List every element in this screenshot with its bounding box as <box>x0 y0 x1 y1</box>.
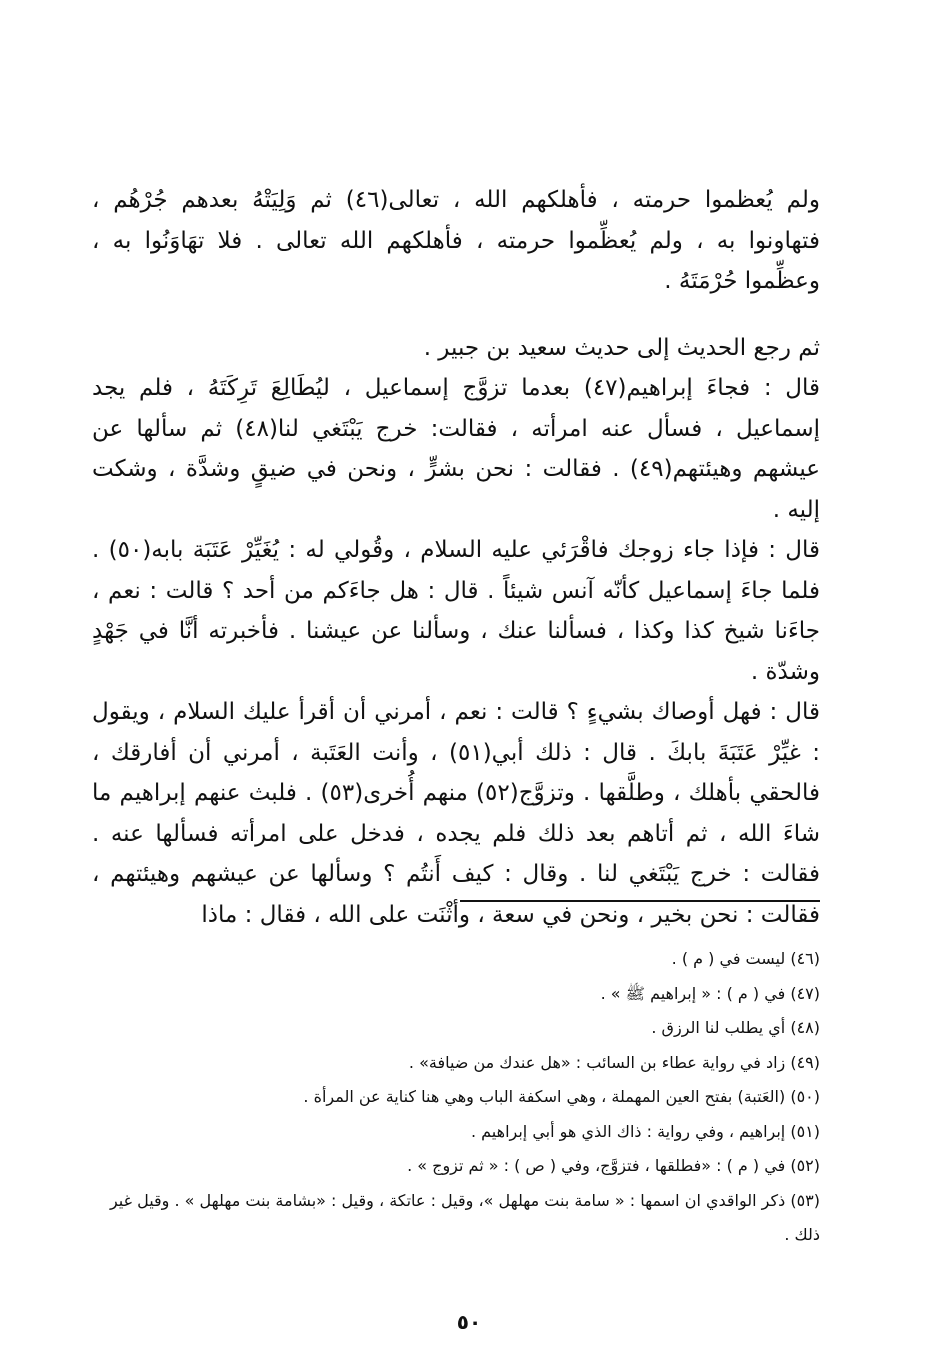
footnote-48: (٤٨) أي يطلب لنا الرزق . <box>651 1018 820 1037</box>
paragraph-5: قال : فهل أوصاك بشيءٍ ؟ قالت : نعم ، أمرني أن أقرأ عليك السلام ، ويقول : غيِّرْ عَتَبَةَ بابكَ . قال : ذلك أبي(٥١) ، وأنت العَتَبة ، أمرني أن أفارقك ، فالحقي بأهلك ، وطلَّقها . وتزوَّج(٥٢) منهم أُخرى(٥٣) . فلبث عنهم إبراهيم ما شاءَ الله ، ثم أتاهم بعد ذلك فلم يجده ، فدخل على امرأته فسألها عنه . فقالت : خرج يَبْتَغي لنا . وقال : كيف أَنتُم ؟ وسألها عن عيشهم وهيئتهم ، فقالت : نحن بخير ، ونحن في سعة ، وأثْنَت على الله ، فقال : ماذا <box>92 699 820 928</box>
page-number: ٥٠ <box>456 1310 482 1334</box>
footnote-46: (٤٦) ليست في ( م ) . <box>671 949 820 968</box>
paragraph-2: ثم رجع الحديث إلى حديث سعيد بن جبير . <box>423 334 820 361</box>
paragraph-3: قال : فجاءَ إبراهيم(٤٧) بعدما تزوَّج إسماعيل ، ليُطَالِعَ تَرِكَتَهُ ، فلم يجد إسماعيل ، فسأل عنه امرأته ، فقالت: خرج يَبْتَغي لنا(٤٨) ثم سألها عن عيشهم وهيئتهم(٤٩) . فقالت : نحن بشرٍّ ، ونحن في ضيقٍ وشدَّة ، وشكت إليه . <box>92 375 821 523</box>
footnote-51: (٥١) إبراهيم ، وفي رواية : ذاك الذي هو أبي إبراهيم . <box>470 1121 820 1141</box>
paragraph-4: قال : فإذا جاء زوجك فاقْرَئي عليه السلام ، وقُولي له : يُغَيِّرْ عَتَبَة بابه(٥٠) . فلما جاءَ إسماعيل كأنّه آنس شيئاً . قال : هل جاءَكم من أحد ؟ قالت : نعم ، جاءَنا شيخ كذا وكذا ، فسألنا عنك ، وسألنا عن عيشنا . فأخبرته أنَّا في جَهْدٍ وشدّة . <box>92 537 820 685</box>
footnote-49: (٤٩) زاد في رواية عطاء بن السائب : «هل عندك من ضيافة» . <box>408 1052 820 1072</box>
footnote-50: (٥٠) (العَتبة) بفتح العين المهملة ، وهي اسكفة الباب وهي هنا كناية عن المرأة . <box>303 1087 820 1106</box>
footnotes <box>92 942 820 1253</box>
footnote-separator <box>460 900 820 902</box>
footnote-53: (٥٣) ذكر الواقدي ان اسمها : « سامة بنت مهلهل »، وقيل : عاتكة ، وقيل : «بشامة بنت مهلهل » . وقيل غير ذلك . <box>109 1190 820 1244</box>
paragraph-1: ولم يُعظموا حرمته ، فأهلكهم الله ، تعالى(٤٦) ثم وَلِيَتْهُ بعدهم جُرْهُم ، فتهاونوا به ، ولم يُعظِّموا حرمته ، فأهلكهم الله تعالى . فلا تهَاوَنُوا به ، وعظِّموا حُرْمَتَهُ . <box>92 187 820 294</box>
footnote-52: (٥٢) في ( م ) : «فطلقها ، فتزوَّج، وفي ( ص ) : « ثم تزوج » . <box>407 1156 820 1175</box>
footnote-47: (٤٧) في ( م ) : « إبراهيم ﷺ » . <box>600 983 820 1003</box>
main-text <box>92 180 820 935</box>
